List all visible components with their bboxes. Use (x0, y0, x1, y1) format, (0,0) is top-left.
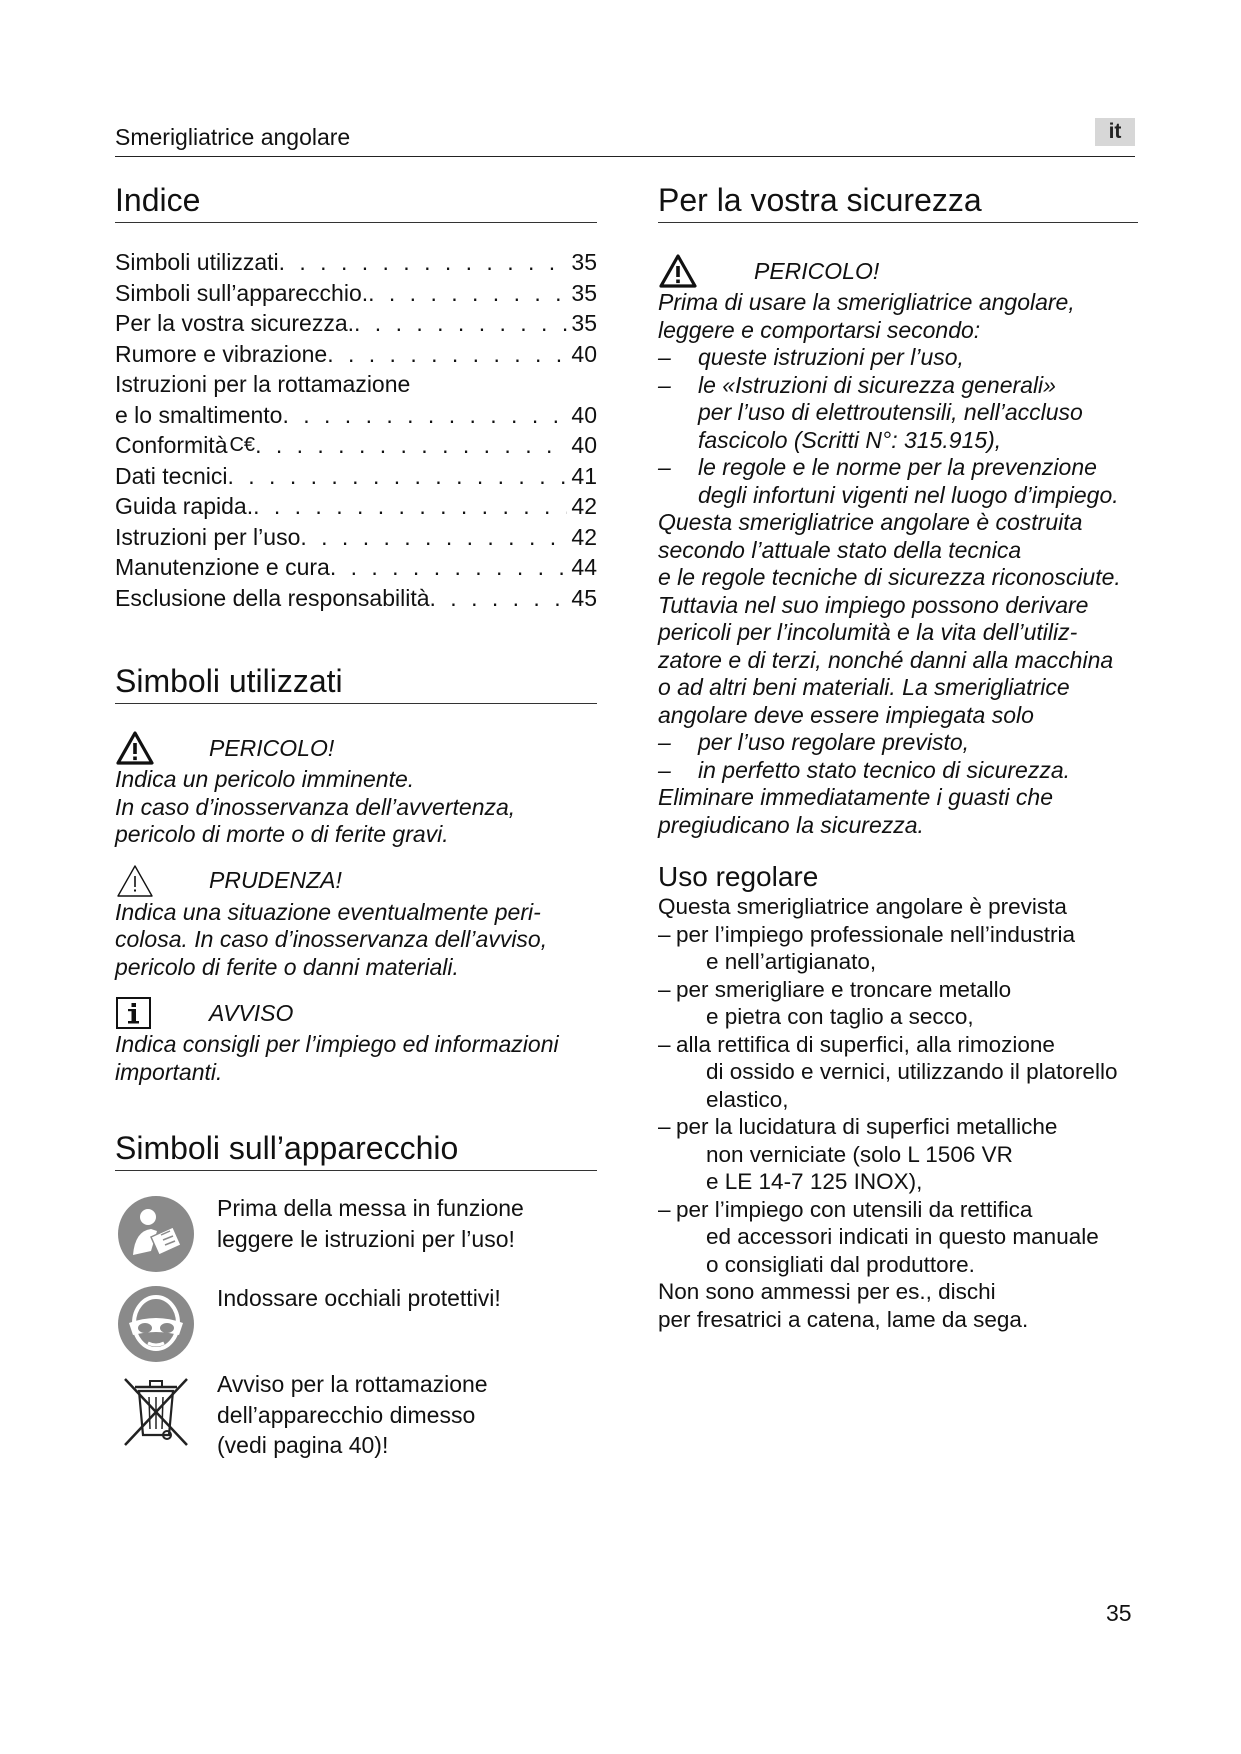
safety-para-line: zatore e di terzi, nonché danni alla macchina (658, 646, 1114, 673)
list-item-text: fascicolo (Scritti N°: 315.915), (698, 426, 1002, 453)
danger-warning-icon (115, 730, 155, 766)
device-symbols-heading: Simboli sull’apparecchio (115, 1128, 597, 1171)
toc-entry[interactable] (115, 339, 597, 370)
toc-entry-title: Esclusione della responsabilità (115, 584, 430, 611)
toc-entry-title: Per la vostra sicurezza. (115, 310, 355, 336)
safety-para-line: secondo l’attuale stato della tecnica (658, 536, 1022, 563)
notice-label: AVVISO (209, 999, 294, 1026)
list-item: – per l’impiego con utensili da rettifica ed accessori indicati in questo manuale o consigliati dal produttore. (658, 1196, 1099, 1277)
toc-entry-page: 35 (571, 279, 597, 306)
intended-use-heading: Uso regolare (658, 861, 819, 892)
toc-entry[interactable] (115, 400, 597, 431)
device-symbol-row (115, 1193, 597, 1275)
toc-entry[interactable] (115, 461, 597, 492)
safety-para-line: Tuttavia nel suo impiego possono derivare (658, 591, 1089, 618)
toc-entry[interactable] (115, 278, 597, 309)
toc-entry-title: Simboli sull’apparecchio. (115, 279, 369, 306)
read-manual-icon (115, 1193, 197, 1275)
safety-danger-head (658, 253, 1138, 289)
list-item-text: ed accessori indicati in questo manuale (706, 1224, 1099, 1249)
table-of-contents (115, 247, 597, 613)
danger-line: Indica un pericolo imminente. (115, 766, 415, 792)
toc-entry[interactable] (115, 522, 597, 553)
list-item: – le regole e le norme per la prevenzione degli infortuni vigenti nel luogo d’impiego. (658, 454, 1119, 508)
device-symbol-line: Prima della messa in funzione (217, 1195, 524, 1221)
list-item-text: e LE 14-7 125 INOX), (706, 1169, 923, 1194)
toc-entry-title: Manutenzione e cura (115, 554, 330, 580)
page-number: 35 (1106, 1600, 1132, 1626)
safety-bullets (658, 344, 1138, 509)
toc-entry[interactable] (115, 247, 597, 278)
toc-heading: Indice (115, 180, 597, 223)
list-item-text: o consigliati dal produttore. (706, 1251, 975, 1277)
ce-mark-icon: C€ (229, 434, 256, 456)
danger-symbol-block (115, 730, 597, 849)
list-item-text: di ossido e vernici, utilizzando il platorello (706, 1059, 1118, 1084)
safety-closing-line: Eliminare immediatamente i guasti che (658, 784, 1054, 810)
toc-entry-title: Conformità (115, 432, 228, 458)
page-header (115, 118, 1135, 157)
notice-symbol-block (115, 995, 597, 1086)
right-column (658, 180, 1138, 1333)
toc-entry-page: 35 (571, 310, 597, 336)
toc-entry-page: 41 (571, 462, 597, 489)
list-item-text: non verniciate (solo L 1506 VR (706, 1141, 1013, 1167)
device-symbol-row (115, 1283, 597, 1365)
list-item-text: alla rettifica di superfici, alla rimozione (676, 1031, 1055, 1057)
list-item-text: per la lucidatura di superfici metalliche (676, 1114, 1058, 1139)
toc-entry-page: 40 (571, 340, 597, 367)
list-item-text: per smerigliare e troncare metallo (676, 976, 1012, 1002)
toc-entry-title: Rumore e vibrazione (115, 340, 328, 367)
danger-warning-icon (658, 253, 698, 289)
list-item: – alla rettifica di superfici, alla rimozione di ossido e vernici, utilizzando il platorello elastico, (658, 1031, 1118, 1112)
device-symbol-line: (vedi pagina 40)! (217, 1432, 389, 1458)
notice-line: Indica consigli per l’impiego ed informazioni (115, 1031, 559, 1057)
danger-line: pericolo di morte o di ferite gravi. (115, 821, 449, 847)
toc-entry[interactable] (115, 369, 597, 400)
toc-entry[interactable] (115, 583, 597, 614)
toc-entry-page: 42 (571, 523, 597, 550)
caution-line: colosa. In caso d’inosservanza dell’avviso, (115, 926, 548, 952)
list-item-text: per l’impiego con utensili da rettifica (676, 1196, 1033, 1222)
safety-danger-label: PERICOLO! (754, 257, 880, 284)
device-symbol-line: leggere le istruzioni per l’uso! (217, 1225, 515, 1252)
list-item: – per smerigliare e troncare metallo e pietra con taglio a secco, (658, 976, 1012, 1029)
list-item-text: queste istruzioni per l’uso, (698, 344, 964, 370)
list-item-text: in perfetto stato tecnico di sicurezza. (698, 756, 1071, 783)
safety-para-line: o ad altri beni materiali. La smerigliatrice (658, 674, 1070, 700)
toc-entry-title: Istruzioni per la rottamazione (115, 371, 411, 397)
toc-entry-page: 40 (571, 401, 597, 428)
caution-symbol-block (115, 863, 597, 982)
list-item-text: e pietra con taglio a secco, (706, 1004, 974, 1029)
left-column (115, 180, 597, 1461)
device-symbol-line: Avviso per la rottamazione (217, 1371, 488, 1397)
goggles-icon (115, 1283, 197, 1365)
list-item-text: le regole e le norme per la prevenzione (698, 454, 1097, 480)
list-item: – per la lucidatura di superfici metalliche non verniciate (solo L 1506 VR e LE 14-7 125 INOX), (658, 1114, 1058, 1194)
toc-entry-title: Istruzioni per l’uso (115, 523, 301, 550)
list-item: – per l’impiego professionale nell’industria e nell’artigianato, (658, 921, 1075, 974)
notice-line: importanti. (115, 1058, 223, 1085)
intended-use-list (658, 921, 1138, 1279)
list-item: – queste istruzioni per l’uso, (658, 344, 1138, 372)
toc-entry-title: Dati tecnici (115, 462, 228, 489)
toc-entry[interactable] (115, 491, 597, 522)
safety-bullets-2 (658, 729, 1138, 784)
list-item-text: degli infortuni vigenti nel luogo d’impiego. (698, 481, 1119, 508)
safety-para-line: e le regole tecniche di sicurezza riconosciute. (658, 564, 1121, 590)
toc-entry-page: 40 (571, 432, 597, 458)
symbols-heading: Simboli utilizzati (115, 661, 597, 704)
list-item: – le «Istruzioni di sicurezza generali» per l’uso di elettroutensili, nell’accluso fascicolo (Scritti N°: 315.915), (658, 371, 1083, 453)
list-item-text: e nell’artigianato, (706, 949, 877, 974)
caution-line: pericolo di ferite o danni materiali. (115, 953, 459, 980)
language-badge: it (1095, 118, 1135, 146)
intended-use-closing-line: per fresatrici a catena, lame da sega. (658, 1306, 1029, 1332)
toc-entry-page: 35 (571, 249, 597, 275)
symbols-section (115, 661, 597, 1086)
device-symbol-row (115, 1369, 597, 1461)
caution-warning-icon (115, 863, 155, 899)
intended-use-closing-line: Non sono ammessi per es., dischi (658, 1279, 996, 1304)
list-item-text: per l’uso di elettroutensili, nell’accluso (698, 399, 1083, 425)
toc-entry-title: Simboli utilizzati (115, 249, 279, 275)
caution-label: PRUDENZA! (209, 867, 342, 893)
toc-entry[interactable] (115, 430, 597, 461)
toc-entry[interactable] (115, 308, 597, 339)
list-item: – in perfetto stato tecnico di sicurezza. (658, 757, 1138, 785)
list-item-text: per l’impiego professionale nell’industria (676, 921, 1075, 947)
toc-entry-page: 42 (571, 493, 597, 519)
device-symbol-line: dell’apparecchio dimesso (217, 1401, 476, 1428)
safety-heading: Per la vostra sicurezza (658, 180, 1138, 223)
list-item-text: per l’uso regolare previsto, (698, 729, 970, 755)
safety-para-line: angolare deve essere impiegata solo (658, 701, 1034, 728)
info-icon (115, 995, 155, 1031)
device-symbol-line: Indossare occhiali protettivi! (217, 1285, 501, 1311)
safety-para-line: Questa smerigliatrice angolare è costruita (658, 509, 1083, 535)
toc-entry-title: e lo smaltimento (115, 401, 283, 428)
toc-entry-page: 44 (571, 554, 597, 580)
toc-entry-page: 45 (571, 584, 597, 611)
safety-intro-line: leggere e comportarsi secondo: (658, 316, 981, 343)
intended-use-intro: Questa smerigliatrice angolare è prevista (658, 894, 1067, 919)
list-item-text: le «Istruzioni di sicurezza generali» (698, 371, 1056, 398)
safety-closing-line: pregiudicano la sicurezza. (658, 811, 924, 838)
safety-intro-line: Prima di usare la smerigliatrice angolare, (658, 289, 1075, 315)
danger-line: In caso d’inosservanza dell’avvertenza, (115, 793, 516, 820)
toc-entry[interactable] (115, 552, 597, 583)
list-item-text: elastico, (706, 1086, 789, 1112)
crossed-bin-icon (115, 1369, 197, 1451)
danger-label: PERICOLO! (209, 734, 335, 761)
safety-para-line: pericoli per l’incolumità e la vita dell’utiliz- (658, 619, 1078, 645)
header-title: Smerigliatrice angolare (115, 124, 351, 150)
device-symbols-section (115, 1128, 597, 1461)
toc-entry-title: Guida rapida. (115, 493, 254, 519)
caution-line: Indica una situazione eventualmente peri- (115, 898, 541, 925)
list-item: – per l’uso regolare previsto, (658, 729, 1138, 757)
